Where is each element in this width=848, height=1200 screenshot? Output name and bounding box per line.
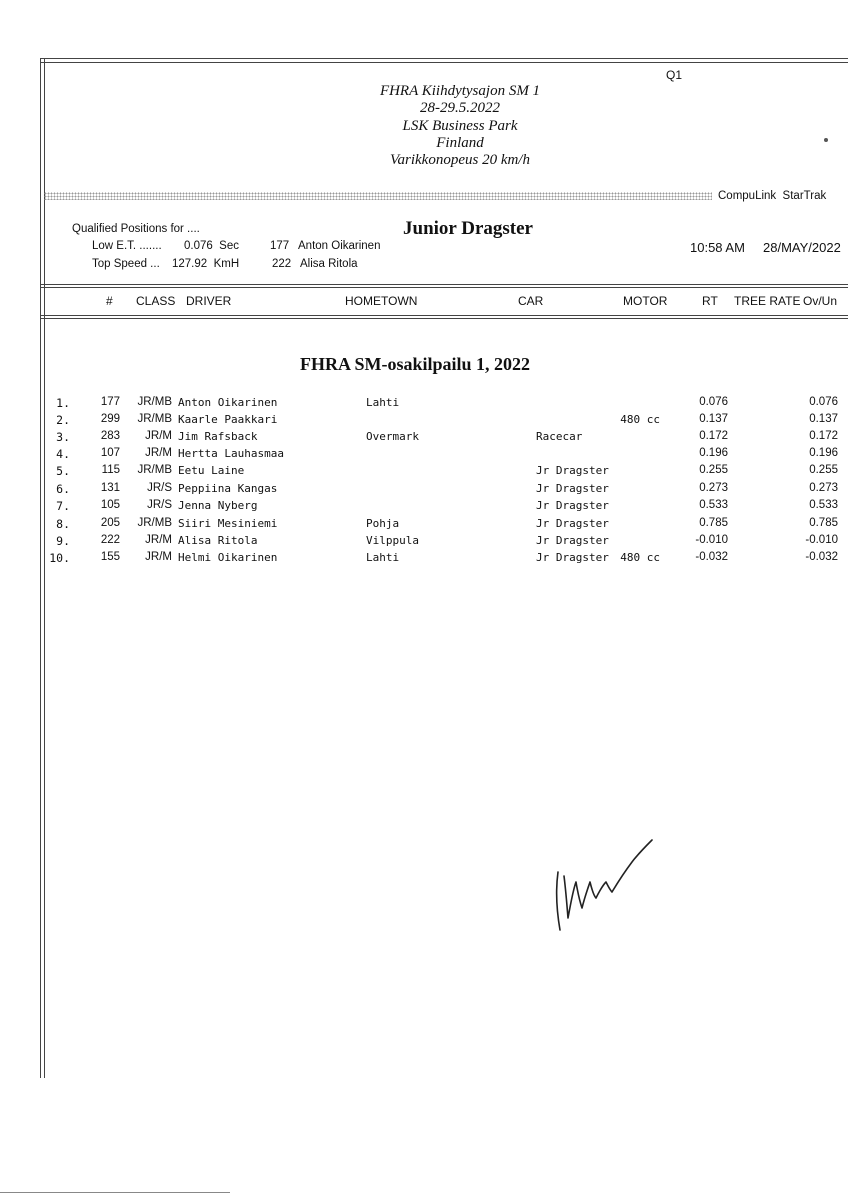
cell-ovun: -0.010 [805, 534, 838, 546]
cell-class: JR/MB [137, 396, 172, 408]
col-hometown: HOMETOWN [345, 294, 418, 308]
cell-num: 107 [100, 447, 120, 459]
table-row [0, 517, 848, 534]
cell-car: Jr Dragster [536, 464, 609, 477]
cell-rt: -0.032 [695, 551, 728, 563]
cell-pos: 3. [56, 430, 70, 444]
table-row [0, 447, 848, 464]
cell-pos: 7. [56, 499, 70, 513]
cell-rt: 0.172 [699, 430, 728, 442]
cell-pos: 1. [56, 396, 70, 410]
cell-rt: 0.785 [699, 517, 728, 529]
brand-label: CompuLink StarTrak [718, 190, 827, 202]
left-border-inner [44, 58, 45, 1078]
class-title: Junior Dragster [403, 218, 533, 239]
cell-driver: Siiri Mesiniemi [178, 517, 278, 530]
header-rule-bottom-2 [40, 318, 848, 319]
cell-class: JR/M [145, 447, 172, 459]
table-row [0, 551, 848, 568]
cell-hometown: Lahti [366, 396, 400, 409]
cell-ovun: 0.533 [809, 499, 838, 511]
left-border-outer [40, 58, 41, 1078]
cell-ovun: -0.032 [805, 551, 838, 563]
col-class: CLASS [136, 294, 176, 308]
table-row [0, 482, 848, 499]
cell-pos: 6. [56, 482, 70, 496]
event-dates: 28-29.5.2022 [420, 100, 500, 116]
cell-driver: Eetu Laine [178, 464, 245, 477]
cell-hometown: Pohja [366, 517, 400, 530]
cell-class: JR/M [145, 551, 172, 563]
event-note: Varikkonopeus 20 km/h [390, 152, 530, 168]
cell-num: 155 [100, 551, 120, 563]
low-et-value: 0.076 Sec [184, 240, 239, 252]
cell-pos: 8. [56, 517, 70, 531]
cell-num: 131 [100, 482, 120, 494]
cell-class: JR/S [147, 482, 172, 494]
cell-num: 177 [100, 396, 120, 408]
cell-hometown: Lahti [366, 551, 400, 564]
cell-class: JR/M [145, 430, 172, 442]
cell-car: Racecar [536, 430, 583, 443]
cell-rt: 0.196 [699, 447, 728, 459]
cell-driver: Jim Rafsback [178, 430, 258, 443]
doc-id: Q1 [666, 68, 683, 82]
cell-rt: 0.533 [699, 499, 728, 511]
cell-driver: Helmi Oikarinen [178, 551, 278, 564]
report-time: 10:58 AM [690, 240, 745, 255]
table-row [0, 396, 848, 413]
event-title: FHRA Kiihdytysajon SM 1 [379, 83, 541, 99]
cell-driver: Jenna Nyberg [178, 499, 258, 512]
col-rt: RT [702, 294, 718, 308]
cell-rt: 0.255 [699, 464, 728, 476]
col-num: # [106, 294, 113, 308]
cell-ovun: 0.273 [809, 482, 838, 494]
event-venue: LSK Business Park [402, 118, 518, 134]
results-subtitle: FHRA SM-osakilpailu 1, 2022 [300, 354, 531, 374]
cell-num: 222 [100, 534, 120, 546]
report-date: 28/MAY/2022 [763, 240, 841, 255]
cell-ovun: 0.255 [809, 464, 838, 476]
cell-class: JR/MB [137, 413, 172, 425]
cell-rt: 0.137 [699, 413, 728, 425]
cell-pos: 10. [49, 551, 70, 565]
cell-num: 299 [100, 413, 120, 425]
cell-class: JR/MB [137, 464, 172, 476]
low-et-label: Low E.T. ....... [92, 240, 162, 252]
col-ovun: Ov/Un [803, 294, 838, 308]
cell-num: 115 [101, 464, 120, 476]
cell-motor: 480 cc [620, 551, 660, 564]
cell-class: JR/MB [137, 517, 172, 529]
table-row [0, 413, 848, 430]
cell-num: 205 [100, 517, 120, 529]
cell-hometown: Vilppula [366, 534, 419, 547]
cell-ovun: 0.196 [809, 447, 838, 459]
header-rule-bottom [40, 315, 848, 316]
cell-motor: 480 cc [620, 413, 660, 426]
bottom-edge-line [0, 1192, 230, 1193]
cell-num: 105 [100, 499, 120, 511]
cell-pos: 5. [56, 464, 70, 478]
cell-num: 283 [100, 430, 120, 442]
top-speed-value: 127.92 KmH [172, 258, 240, 270]
top-speed-number: 222 [272, 258, 292, 270]
low-et-number: 177 [270, 240, 290, 252]
cell-rt: 0.273 [699, 482, 728, 494]
cell-class: JR/S [147, 499, 172, 511]
cell-pos: 2. [56, 413, 70, 427]
qualified-title: Qualified Positions for .... [72, 223, 200, 235]
cell-ovun: 0.137 [809, 413, 838, 425]
cell-rt: -0.010 [695, 534, 728, 546]
cell-driver: Peppiina Kangas [178, 482, 278, 495]
top-speed-label: Top Speed ... [92, 258, 160, 270]
cell-driver: Alisa Ritola [178, 534, 258, 547]
table-row [0, 464, 848, 481]
col-car: CAR [518, 294, 544, 308]
header-rule-top-2 [40, 287, 848, 288]
cell-pos: 9. [56, 534, 70, 548]
col-motor: MOTOR [623, 294, 668, 308]
cell-driver: Hertta Lauhasmaa [178, 447, 284, 460]
cell-ovun: 0.172 [809, 430, 838, 442]
cell-car: Jr Dragster [536, 534, 609, 547]
top-speed-driver: Alisa Ritola [300, 258, 358, 270]
col-driver: DRIVER [186, 294, 232, 308]
cell-class: JR/M [145, 534, 172, 546]
table-row [0, 499, 848, 516]
cell-car: Jr Dragster [536, 551, 609, 564]
top-border [40, 58, 848, 59]
low-et-driver: Anton Oikarinen [298, 240, 381, 252]
cell-rt: 0.076 [699, 396, 728, 408]
dotted-separator [44, 192, 712, 200]
col-tree-rate: TREE RATE [734, 294, 801, 308]
table-row [0, 534, 848, 551]
event-country: Finland [436, 135, 484, 151]
cell-car: Jr Dragster [536, 499, 609, 512]
cell-car: Jr Dragster [536, 517, 609, 530]
cell-ovun: 0.076 [809, 396, 838, 408]
cell-car: Jr Dragster [536, 482, 609, 495]
header-rule-top [40, 284, 848, 285]
cell-ovun: 0.785 [809, 517, 838, 529]
cell-hometown: Overmark [366, 430, 419, 443]
table-row [0, 430, 848, 447]
cell-pos: 4. [56, 447, 70, 461]
signature [540, 832, 670, 942]
top-border-2 [40, 62, 848, 63]
cell-driver: Kaarle Paakkari [178, 413, 278, 426]
dot-mark [824, 138, 828, 142]
cell-driver: Anton Oikarinen [178, 396, 278, 409]
